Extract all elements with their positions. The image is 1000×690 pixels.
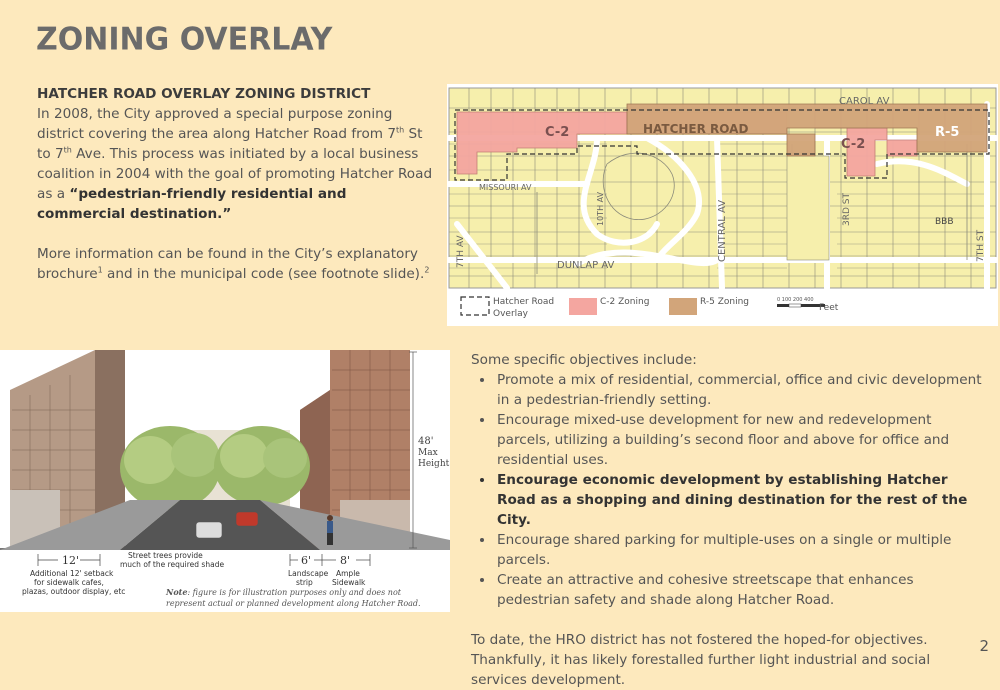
- street-label-central: CENTRAL AV: [717, 199, 728, 262]
- legend-overlay-line1: Hatcher Road: [493, 297, 555, 307]
- legend-c2: C-2 Zoning: [600, 297, 650, 307]
- legend-feet: Feet: [819, 303, 839, 313]
- goal-quote: “pedestrian-friendly residential and commercial destination.”: [37, 186, 347, 222]
- dim-8: 8': [340, 554, 351, 567]
- objectives-list: [471, 370, 986, 610]
- footnote-ref-1[interactable]: 1: [97, 265, 103, 275]
- zoning-map: [447, 84, 998, 326]
- legend-r5: R-5 Zoning: [700, 297, 750, 307]
- objective-item: • Promote a mix of residential, commercial, office and civic development in a pedestrian-friendly setting.: [495, 370, 986, 410]
- slide-title: ZONING OVERLAY: [36, 21, 333, 58]
- street-label-hatcher: HATCHER ROAD: [643, 122, 749, 136]
- setback-note-1: Additional 12' setback: [30, 569, 114, 578]
- street-label-carol: CAROL AV: [839, 96, 890, 107]
- trees-note-1: Street trees provide: [128, 551, 203, 560]
- legend-scale-ticks: 0 100 200 400: [777, 297, 814, 303]
- street-label-7th-av: 7TH AV: [456, 235, 466, 268]
- intro-paragraph-history: In 2008, the City approved a special purpose zoning district covering the area along Hatcher Road from 7th St to 7th Ave. This process was initiated by a local business coalition in 2004 with the goal of promoting Hatcher Road as a “pedestrian-friendly residential and commercial destination.”: [37, 106, 433, 222]
- landscape-note-2: strip: [296, 578, 313, 587]
- dim-12: 12': [62, 554, 80, 567]
- zone-label-c2-left: C-2: [545, 125, 570, 140]
- street-section-illustration: [0, 350, 450, 612]
- sidewalk-note-2: Sidewalk: [332, 578, 366, 587]
- objective-item: • Create an attractive and cohesive streetscape that enhances pedestrian safety and shade along Hatcher Road.: [495, 570, 986, 610]
- setback-note-2: for sidewalk cafes,: [34, 578, 104, 587]
- zone-label-c2-right: C-2: [841, 137, 866, 152]
- dim-6: 6': [301, 554, 312, 567]
- height-dim-label-1: Max: [418, 448, 438, 458]
- legend-swatch-c2: [569, 298, 597, 315]
- objectives-lead: Some specific objectives include:: [471, 352, 697, 368]
- objective-item: • Encourage shared parking for multiple-uses on a single or multiple parcels.: [495, 530, 986, 570]
- map-label-bbb: BBB: [935, 217, 954, 227]
- trees-note-2: much of the required shade: [120, 560, 225, 569]
- setback-note-3: plazas, outdoor display, etc: [22, 587, 126, 596]
- district-heading: HATCHER ROAD OVERLAY ZONING DISTRICT: [37, 86, 371, 102]
- street-label-7th-st: 7TH ST: [976, 229, 986, 262]
- sidewalk-note-1: Ample: [336, 569, 360, 578]
- objective-item-emphasis: • Encourage economic development by establishing Hatcher Road as a shopping and dining destination for the rest of the City.: [495, 470, 986, 530]
- street-label-dunlap: DUNLAP AV: [557, 260, 615, 271]
- footnote-ref-2[interactable]: 2: [424, 265, 430, 275]
- illustration-note-1: Note: figure is for illustration purposes only and does not: [166, 587, 401, 597]
- objectives-block: [471, 350, 986, 690]
- street-label-10th-av: 10TH AV: [596, 191, 605, 226]
- legend-overlay-line2: Overlay: [493, 309, 528, 319]
- scale-bar: [777, 304, 825, 307]
- intro-text-block: [37, 84, 437, 284]
- zone-label-r5: R-5: [935, 125, 960, 140]
- street-label-3rd-st: 3RD ST: [842, 193, 852, 226]
- street-label-missouri: MISSOURI AV: [479, 183, 532, 192]
- height-dim-label-2: Height: [418, 459, 450, 469]
- closing-paragraph: To date, the HRO district has not fostered the hoped-for objectives. Thankfully, it has likely forestalled further light industrial and social services development.: [471, 632, 931, 688]
- pedestrian-figure: [327, 515, 333, 545]
- page-number: 2: [979, 637, 989, 655]
- intro-paragraph-more-info: More information can be found in the City’s explanatory brochure$^1$ and in the municipal code (see footnote slide).$^2$: [37, 246, 430, 282]
- height-dim-value: 48': [418, 436, 434, 447]
- illustration-note-2: represent actual or planned development along Hatcher Road.: [166, 599, 421, 608]
- landscape-note-1: Landscape: [288, 569, 329, 578]
- objective-item: • Encourage mixed-use development for new and redevelopment parcels, utilizing a building’s second floor and above for office and residential uses.: [495, 410, 986, 470]
- legend-swatch-r5: [669, 298, 697, 315]
